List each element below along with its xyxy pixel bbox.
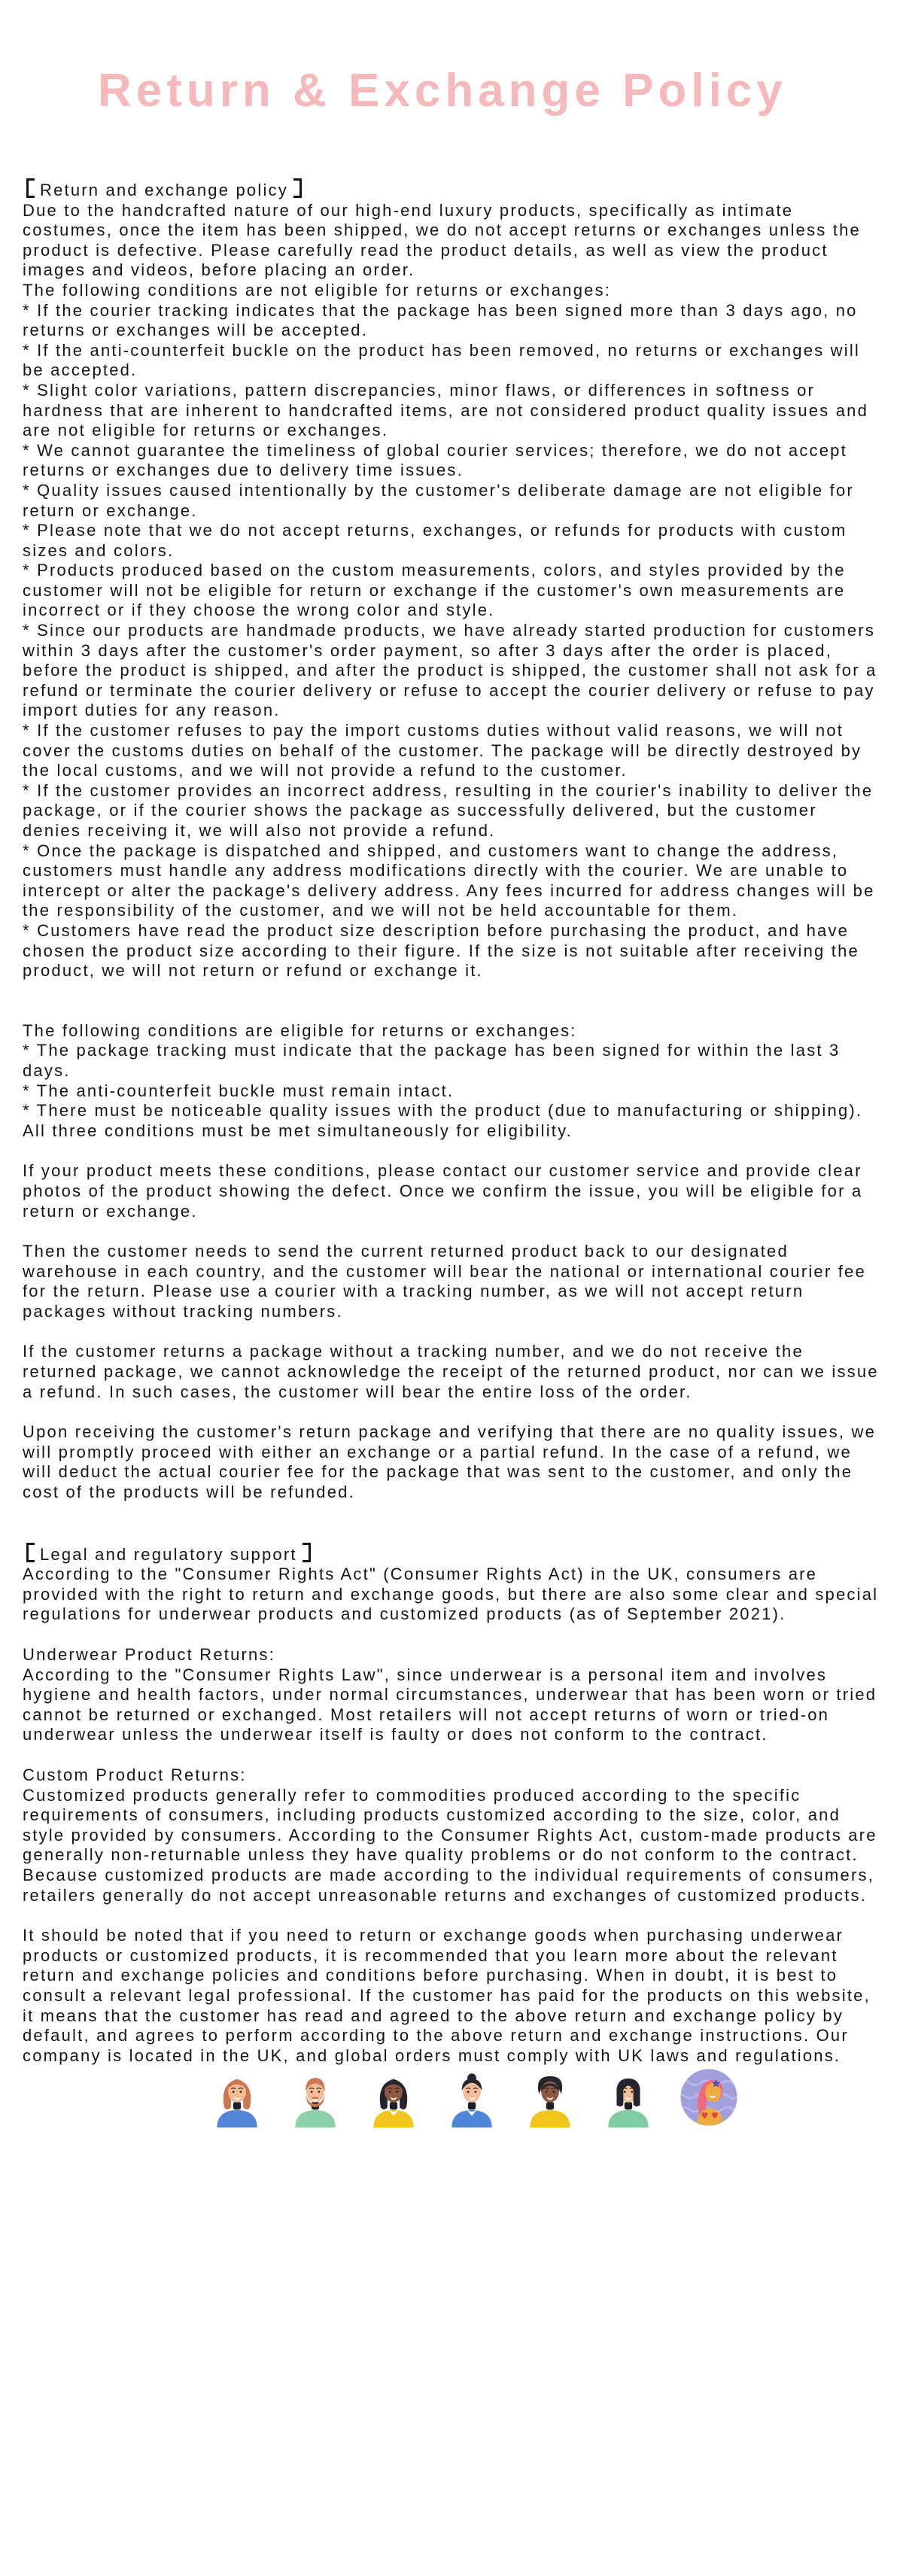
policy-line: Return and exchange policy xyxy=(23,178,880,201)
policy-line: Legal and regulatory support xyxy=(23,1543,880,1565)
paragraph-gap xyxy=(23,1402,880,1422)
policy-line: * Once the package is dispatched and shipped, and customers want to change the address, customers must handle any address modifications directly with the courier. We are unable to intercept or alter the package's delivery address. Any fees incurred for address changes will be the responsibility of the customer, and we will not be held accountable for them. xyxy=(23,841,875,920)
policy-line: All three conditions must be met simultaneously for eligibility. xyxy=(23,1121,573,1140)
avatar-man-curly-icon xyxy=(522,2072,578,2127)
lenticular-bracket-open-icon xyxy=(26,1543,35,1562)
policy-line: * There must be noticeable quality issues with the product (due to manufacturing or shipping). xyxy=(23,1101,863,1121)
paragraph-gap xyxy=(23,1745,880,1765)
paragraph-gap xyxy=(23,981,880,1021)
paragraph-gap xyxy=(23,1321,880,1342)
paragraph-gap xyxy=(23,1221,880,1242)
policy-line: According to the "Consumer Rights Act" (Consumer Rights Act) in the UK, consumers are provided with the right to return and exchange goods, but there are also some clear and special regulations for underwear products and customized products (as of September 2021). xyxy=(23,1565,879,1624)
lenticular-bracket-close-icon xyxy=(303,1543,311,1562)
avatar-woman-bob-icon xyxy=(600,2072,656,2127)
policy-text xyxy=(23,178,880,2066)
paragraph-gap xyxy=(23,1503,880,1543)
policy-line: * Since our products are handmade products, we have already started production for customers within 3 days after the customer's order payment, so after 3 days after the order is placed, before the product is shipped, and after the product is shipped, the customer shall not ask for a refund or terminate the courier delivery or refuse to accept the courier delivery or refuse to pay import duties for any reason. xyxy=(23,621,877,720)
paragraph-gap xyxy=(23,1141,880,1161)
avatar-woman-long-black-hair-icon xyxy=(366,2072,421,2127)
policy-line: Custom Product Returns: xyxy=(23,1765,247,1784)
avatar-mermaid-badge-icon xyxy=(679,2067,739,2127)
policy-line: The following conditions are eligible for returns or exchanges: xyxy=(23,1020,577,1040)
policy-line: The following conditions are not eligible for returns or exchanges: xyxy=(23,280,612,300)
policy-line: * Please note that we do not accept returns, exchanges, or refunds for products with custom sizes and colors. xyxy=(23,521,847,560)
policy-line: * If the customer provides an incorrect address, resulting in the courier's inability to deliver the package, or if the courier shows the package as successfully delivered, but the customer denies receiving it, we will also not provide a refund. xyxy=(23,780,874,840)
avatar-man-beard-orange-hair-icon xyxy=(287,2072,343,2127)
page-title: Return & Exchange Policy xyxy=(98,65,787,117)
policy-line: * We cannot guarantee the timeliness of global courier services; therefore, we do not accept returns or exchanges due to delivery time issues. xyxy=(23,440,847,480)
policy-line: Then the customer needs to send the current returned product back to our designated warehouse in each country, and the customer will bear the national or international courier fee for the return. Please use a courier with a tracking number, as we will not accept return packages without tracking numbers. xyxy=(23,1242,866,1321)
policy-line: Upon receiving the customer's return package and verifying that there are no quality issues, we will promptly proceed with either an exchange or a partial refund. In the case of a refund, we will deduct the actual courier fee for the package that was sent to the customer, and only the cost of the products will be refunded. xyxy=(23,1422,877,1502)
policy-line: * The package tracking must indicate that the package has been signed for within the last 3 days. xyxy=(23,1041,841,1080)
policy-line: * The anti-counterfeit buckle must remain intact. xyxy=(23,1081,455,1100)
policy-line: * Customers have read the product size description before purchasing the product, and have chosen the product size according to their figure. If the size is not suitable after receiving the product, we will not return or refund or exchange it. xyxy=(23,920,859,981)
policy-line: Underwear Product Returns: xyxy=(23,1645,275,1664)
policy-line: * Quality issues caused intentionally by the customer's deliberate damage are not eligible for return or exchange. xyxy=(23,480,854,520)
policy-line: Customized products generally refer to commodities produced according to the specific requirements of consumers, including products customized according to the size, color, and style provided by consumers. According to the Consumer Rights Act, custom-made products are generally non-returnable unless they have quality problems or do not conform to the contract. Because customized products are made according to the individual requirements of consumers, retailers generally do not accept unreasonable returns and exchanges of customized products. xyxy=(23,1785,877,1905)
policy-line: * Slight color variations, pattern discrepancies, minor flaws, or differences in softness or hardness that are inherent to handcrafted items, are not considered product quality issues and are not eligible for returns or exchanges. xyxy=(23,380,869,440)
avatar-row xyxy=(23,2066,903,2127)
policy-line: According to the "Consumer Rights Law", since underwear is a personal item and involves hygiene and health factors, under normal circumstances, underwear that has been worn or tried cannot be returned or exchanged. Most retailers will not accept returns of worn or tried-on underwear unless the underwear itself is faulty or does not conform to the contract. xyxy=(23,1665,877,1744)
policy-line: Due to the handcrafted nature of our high-end luxury products, specifically as intimate costumes, once the item has been shipped, we do not accept returns or exchanges unless the product is defective. Please carefully read the product details, as well as view the product images and videos, before placing an order. xyxy=(23,200,861,280)
policy-line: If the customer returns a package without a tracking number, and we do not receive the returned package, we cannot acknowledge the receipt of the returned product, nor can we issue a refund. In such cases, the customer will bear the entire loss of the order. xyxy=(23,1342,879,1401)
lenticular-bracket-open-icon xyxy=(26,178,35,198)
policy-line: * If the courier tracking indicates that the package has been signed more than 3 days ago, no returns or exchanges will be accepted. xyxy=(23,300,858,340)
policy-line: * If the customer refuses to pay the import customs duties without valid reasons, we will not cover the customs duties on behalf of the customer. The package will be directly destroyed by the local customs, and we will not provide a refund to the customer. xyxy=(23,721,862,780)
lenticular-bracket-close-icon xyxy=(293,178,302,198)
policy-line: * If the anti-counterfeit buckle on the product has been removed, no returns or exchanges will be accepted. xyxy=(23,340,860,380)
policy-line: * Products produced based on the custom measurements, colors, and styles provided by the customer will not be eligible for return or exchange if the customer's own measurements are incorrect or if they choose the wrong color and style. xyxy=(23,561,846,620)
paragraph-gap xyxy=(23,1905,880,1926)
policy-line: If your product meets these conditions, please contact our customer service and provide clear photos of the product showing the defect. Once we confirm the issue, you will be eligible for a return or exchange. xyxy=(23,1161,863,1221)
avatar-woman-long-orange-hair-icon xyxy=(209,2072,265,2127)
policy-line: It should be noted that if you need to return or exchange goods when purchasing underwear products or customized products, it is recommended that you learn more about the relevant return and exchange policies and conditions before purchasing. When in doubt, it is best to consult a relevant legal professional. If the customer has paid for the products on this website, it means that the customer has read and agreed to the above return and exchange policy by default, and agrees to perform according to the above return and exchange instructions. Our company is located in the UK, and global orders must comply with UK laws and regulations. xyxy=(23,1926,871,2065)
avatar-woman-bun-icon xyxy=(444,2072,500,2127)
paragraph-gap xyxy=(23,1625,880,1645)
